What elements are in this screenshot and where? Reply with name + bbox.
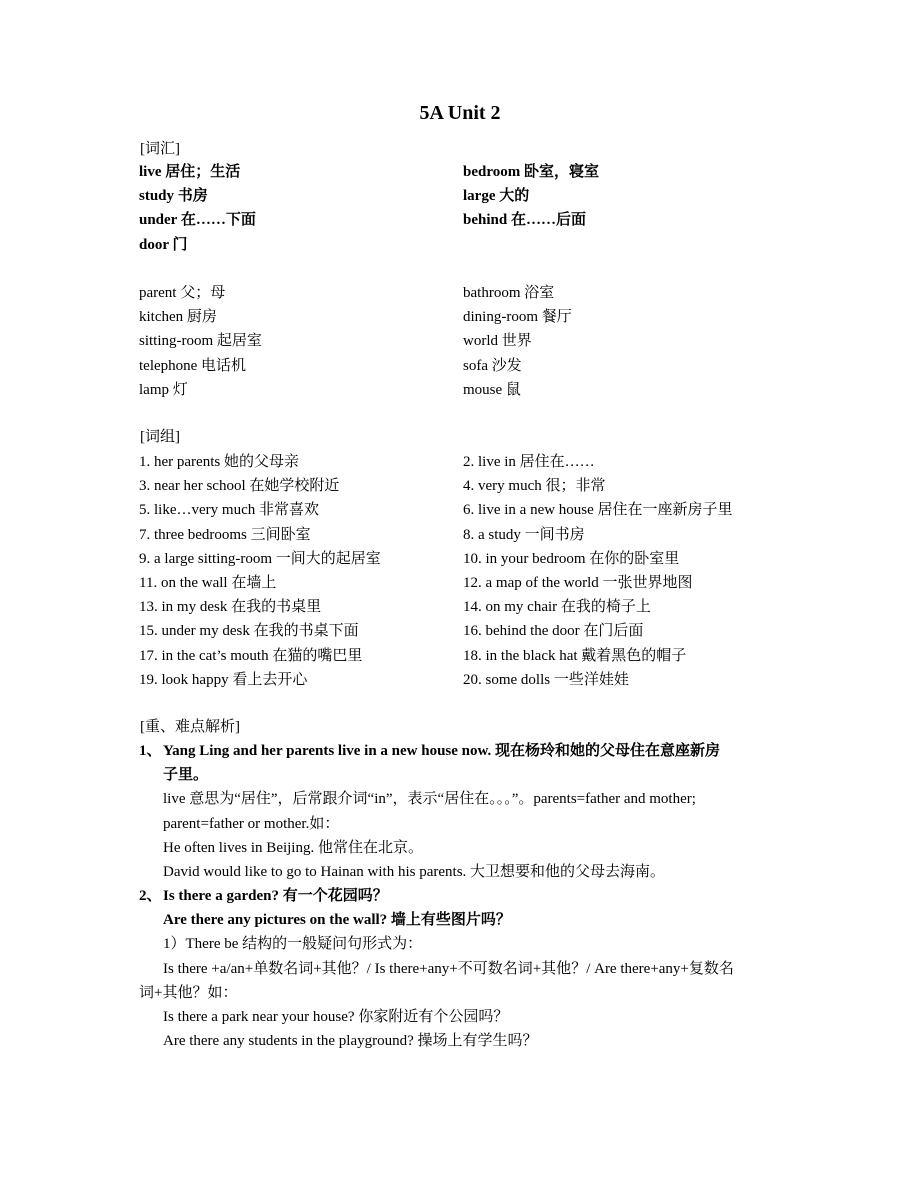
vocab-item: under 在……下面 <box>139 212 256 229</box>
phrase-item: 9. a large sitting-room 一间大的起居室 <box>139 550 381 567</box>
explanation-line: parent=father or mother.如： <box>163 815 340 832</box>
phrase-item: 7. three bedrooms 三间卧室 <box>139 526 311 543</box>
phrase-item: 19. look happy 看上去开心 <box>139 671 308 688</box>
vocab-item: door 门 <box>139 236 188 253</box>
vocab-item: mouse 鼠 <box>463 381 521 398</box>
item-number: 2、 <box>139 888 162 904</box>
phrase-item: 8. a study 一间书房 <box>463 526 585 543</box>
item-number: 1、 <box>139 743 162 759</box>
vocab-bold-left-column <box>139 160 459 257</box>
example-sentence: He often lives in Beijing. 他常住在北京。 <box>163 839 423 856</box>
page-title: 5A Unit 2 <box>419 102 501 124</box>
analysis-question <box>139 739 784 763</box>
vocab-item: lamp 灯 <box>139 381 188 398</box>
phrase-item: 11. on the wall 在墙上 <box>139 574 277 591</box>
phrase-item: 15. under my desk 在我的书桌下面 <box>139 623 359 640</box>
phrase-item: 4. very much 很；非常 <box>463 478 606 495</box>
rule-line: Is there +a/an+单数名词+其他？/ Is there+any+不可数名词+其他？/ Are there+any+复数名 <box>163 960 734 977</box>
question-text: Is there a garden? 有一个花园吗？ <box>163 888 388 904</box>
phrase-item: 5. like…very much 非常喜欢 <box>139 502 319 519</box>
vocab-header: [词汇] <box>140 141 180 157</box>
vocab-item <box>463 233 793 257</box>
vocab-bold-right-column <box>463 160 793 257</box>
vocab-item: dining-room 餐厅 <box>463 309 572 326</box>
analysis-item-2 <box>139 884 784 1053</box>
vocab-item: behind 在……后面 <box>463 212 586 229</box>
phrase-item: 14. on my chair 在我的椅子上 <box>463 599 651 616</box>
vocab-item: large 大的 <box>463 188 530 205</box>
vocab-item: parent 父；母 <box>139 285 226 301</box>
vocab-item: study 书房 <box>139 188 208 205</box>
vocab-item: world 世界 <box>463 333 532 350</box>
example-sentence: David would like to go to Hainan with his parents. 大卫想要和他的父母去海南。 <box>163 863 666 880</box>
phrase-item: 6. live in a new house 居住在一座新房子里 <box>463 502 733 519</box>
example-sentence: Is there a park near your house? 你家附近有个公园吗？ <box>163 1008 509 1025</box>
analysis-question <box>139 884 784 908</box>
vocab-right-column <box>463 281 793 402</box>
phrase-item: 2. live in 居住在…… <box>463 454 595 470</box>
phrases-right-column <box>463 450 793 692</box>
phrases-header: [词组] <box>140 429 180 445</box>
analysis-question-continued: 子里。 <box>163 767 209 784</box>
vocab-item: bedroom 卧室，寝室 <box>463 164 599 180</box>
vocab-item: bathroom 浴室 <box>463 285 555 301</box>
question-text: Yang Ling and her parents live in a new house now. 现在杨玲和她的父母住在意座新房 <box>163 743 721 759</box>
analysis-header: [重、难点解析] <box>140 719 240 735</box>
phrase-item: 16. behind the door 在门后面 <box>463 623 644 640</box>
explanation-line: live 意思为“居住”，后常跟介词“in”，表示“居住在。。。”。parents=father and mother; <box>163 791 696 808</box>
phrase-item: 3. near her school 在她学校附近 <box>139 478 340 495</box>
sub-heading: 1）There be 结构的一般疑问句形式为： <box>163 936 423 953</box>
vocab-left-column <box>139 281 459 402</box>
phrases-left-column <box>139 450 459 692</box>
phrase-item: 17. in the cat’s mouth 在猫的嘴巴里 <box>139 647 363 664</box>
vocab-item: kitchen 厨房 <box>139 309 217 326</box>
vocab-item: sitting-room 起居室 <box>139 333 262 350</box>
phrase-item: 20. some dolls 一些洋娃娃 <box>463 671 629 688</box>
phrase-item: 18. in the black hat 戴着黑色的帽子 <box>463 647 687 664</box>
vocab-item: sofa 沙发 <box>463 357 522 374</box>
phrase-item: 13. in my desk 在我的书桌里 <box>139 599 322 616</box>
example-sentence: Are there any students in the playground? 操场上有学生吗？ <box>163 1033 538 1050</box>
analysis-item-1 <box>139 739 784 884</box>
rule-line: 词+其他？如： <box>139 984 238 1001</box>
phrase-item: 10. in your bedroom 在你的卧室里 <box>463 550 680 567</box>
analysis-question: Are there any pictures on the wall? 墙上有些图片吗？ <box>163 912 511 929</box>
vocab-item: live 居住；生活 <box>139 164 241 180</box>
vocab-item: telephone 电话机 <box>139 357 247 374</box>
phrase-item: 1. her parents 她的父母亲 <box>139 454 299 470</box>
phrase-item: 12. a map of the world 一张世界地图 <box>463 574 693 591</box>
